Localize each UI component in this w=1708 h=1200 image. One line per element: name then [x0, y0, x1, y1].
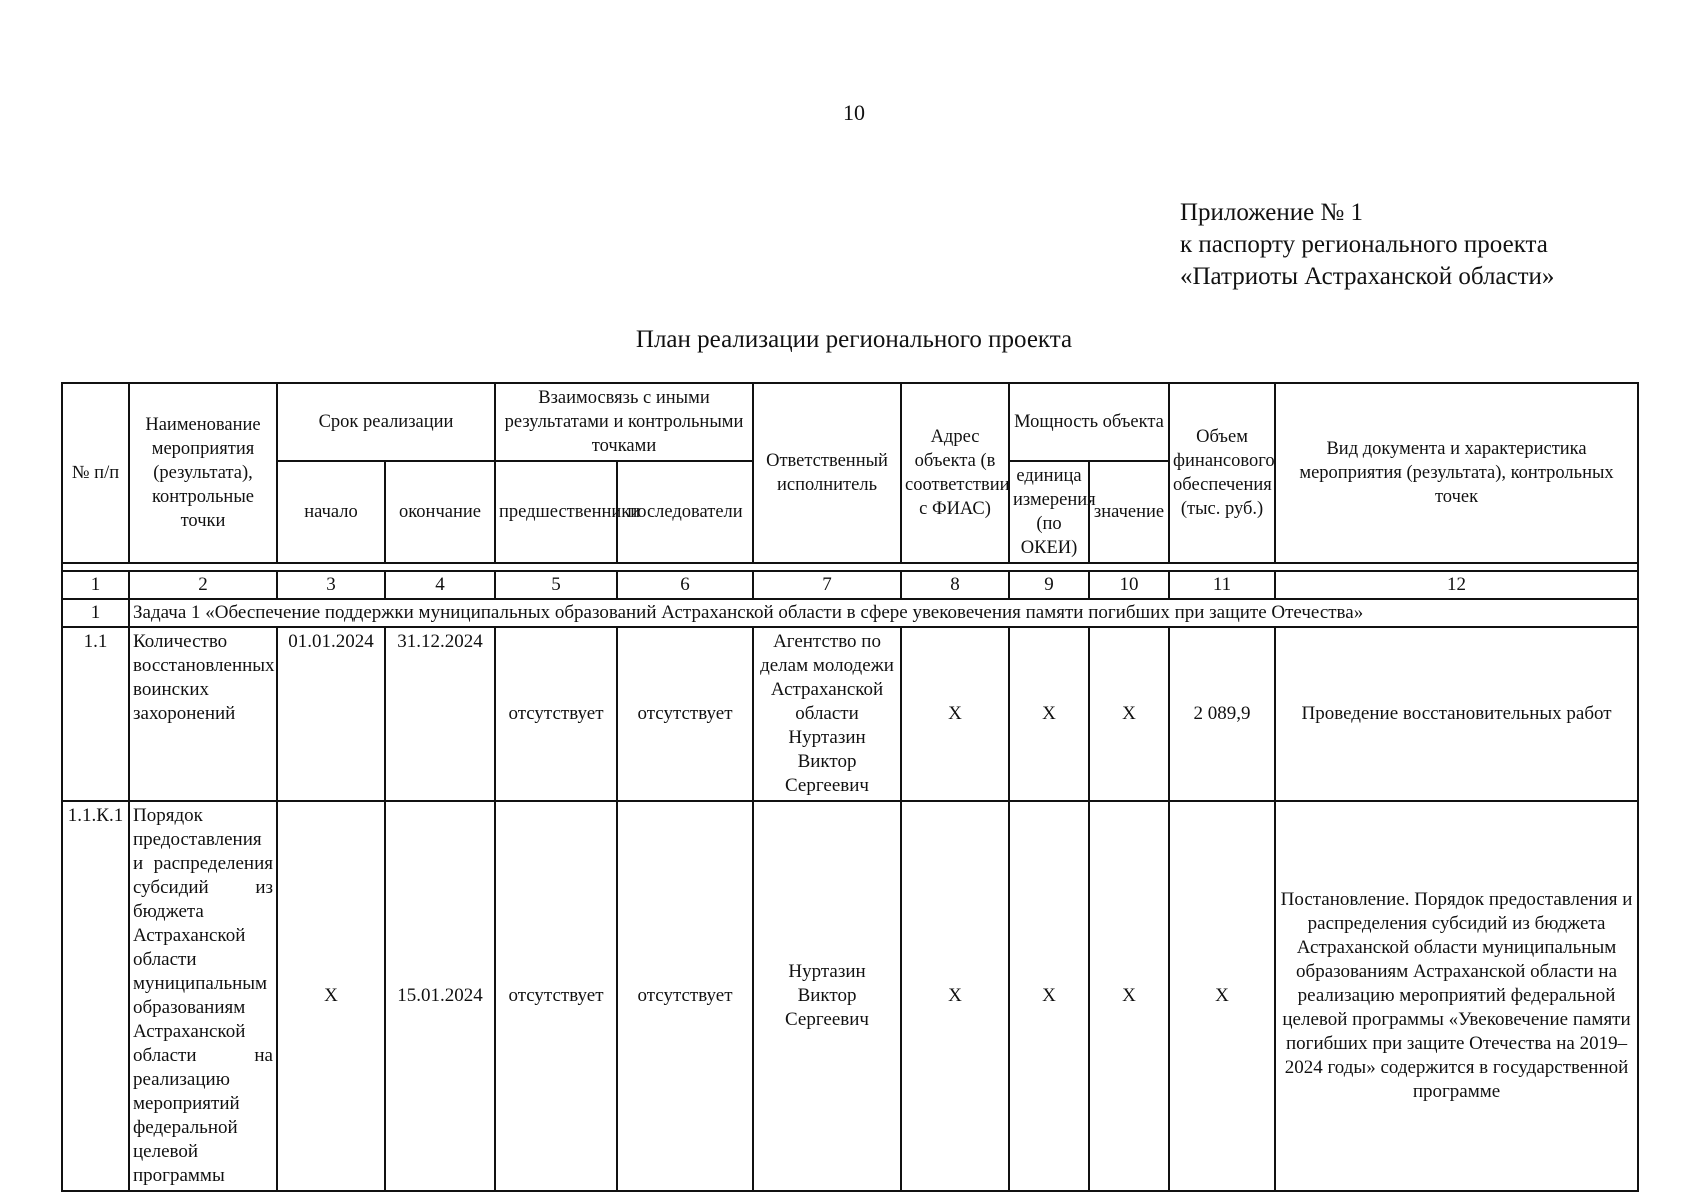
header-term: Срок реализации: [277, 383, 495, 461]
row-name: Порядок предоставления и распределения субсидий из бюджета Астраханской области муниципальным образованиям Астраханской области на реализацию мероприятий федеральной целевой программы: [129, 801, 277, 1191]
row-unit: X: [1009, 801, 1089, 1191]
row-responsible: Агентство по делам молодежи Астраханской области Нуртазин Виктор Сергеевич: [753, 627, 901, 801]
col-number: 11: [1169, 571, 1275, 599]
row-responsible: Нуртазин Виктор Сергеевич: [753, 801, 901, 1191]
header-address: Адрес объекта (в соответствии с ФИАС): [901, 383, 1009, 563]
row-financing: X: [1169, 801, 1275, 1191]
row-name: Количество восстановленных воинских захоронений: [129, 627, 277, 801]
appendix-line-2: к паспорту регионального проекта: [1180, 231, 1548, 258]
header-unit: единица измерения (по ОКЕИ): [1009, 461, 1089, 563]
document-title: План реализации регионального проекта: [635, 326, 1073, 353]
implementation-plan-table: [61, 382, 1639, 1192]
col-number: 10: [1089, 571, 1169, 599]
task-row: [62, 599, 1638, 627]
col-number: 2: [129, 571, 277, 599]
row-num: 1.1: [62, 627, 129, 801]
col-number: 4: [385, 571, 495, 599]
appendix-block: [1180, 197, 1554, 293]
col-number: 1: [62, 571, 129, 599]
row-predecessors: отсутствует: [495, 627, 617, 801]
row-financing: 2 089,9: [1169, 627, 1275, 801]
column-numbers-row: [62, 571, 1638, 599]
header-link: Взаимосвязь с иными результатами и контрольными точками: [495, 383, 753, 461]
header-capacity: Мощность объекта: [1009, 383, 1169, 461]
row-address: X: [901, 627, 1009, 801]
row-value: X: [1089, 801, 1169, 1191]
header-name: Наименование мероприятия (результата), контрольные точки: [129, 383, 277, 563]
row-address: X: [901, 801, 1009, 1191]
col-number: 5: [495, 571, 617, 599]
col-number: 9: [1009, 571, 1089, 599]
task-num: 1: [62, 599, 129, 627]
table-row: [62, 627, 1638, 801]
row-document: Постановление. Порядок предоставления и распределения субсидий из бюджета Астраханской области муниципальным образованиям Астраханской области на реализацию мероприятий федеральной целевой программы «Увековечение памяти погибших при защите Отечества на 2019–2024 годы» содержится в государственной программе: [1275, 801, 1638, 1191]
row-start: 01.01.2024: [277, 627, 385, 801]
col-number: 7: [753, 571, 901, 599]
page-number: 10: [843, 100, 865, 125]
col-number: 3: [277, 571, 385, 599]
row-end: 31.12.2024: [385, 627, 495, 801]
header-end: окончание: [385, 461, 495, 563]
row-successors: отсутствует: [617, 627, 753, 801]
header-value: значение: [1089, 461, 1169, 563]
row-start: X: [277, 801, 385, 1191]
appendix-line-3: «Патриоты Астраханской области»: [1180, 263, 1555, 290]
row-successors: отсутствует: [617, 801, 753, 1191]
row-value: X: [1089, 627, 1169, 801]
header-document: Вид документа и характеристика мероприятия (результата), контрольных точек: [1275, 383, 1638, 563]
appendix-line-1: Приложение № 1: [1180, 199, 1364, 226]
col-number: 12: [1275, 571, 1638, 599]
row-end: 15.01.2024: [385, 801, 495, 1191]
header-predecessors: предшественники: [495, 461, 617, 563]
row-predecessors: отсутствует: [495, 801, 617, 1191]
header-responsible: Ответственный исполнитель: [753, 383, 901, 563]
task-title: Задача 1 «Обеспечение поддержки муниципальных образований Астраханской области в сфере увековечения памяти погибших при защите Отечества»: [129, 599, 1638, 627]
col-number: 8: [901, 571, 1009, 599]
header-start: начало: [277, 461, 385, 563]
header-successors: последователи: [617, 461, 753, 563]
header-num: № п/п: [62, 383, 129, 563]
row-num: 1.1.К.1: [62, 801, 129, 1191]
row-unit: X: [1009, 627, 1089, 801]
table-row: [62, 801, 1638, 1191]
header-financing: Объем финансового обеспечения (тыс. руб.): [1169, 383, 1275, 563]
row-document: Проведение восстановительных работ: [1275, 627, 1638, 801]
col-number: 6: [617, 571, 753, 599]
